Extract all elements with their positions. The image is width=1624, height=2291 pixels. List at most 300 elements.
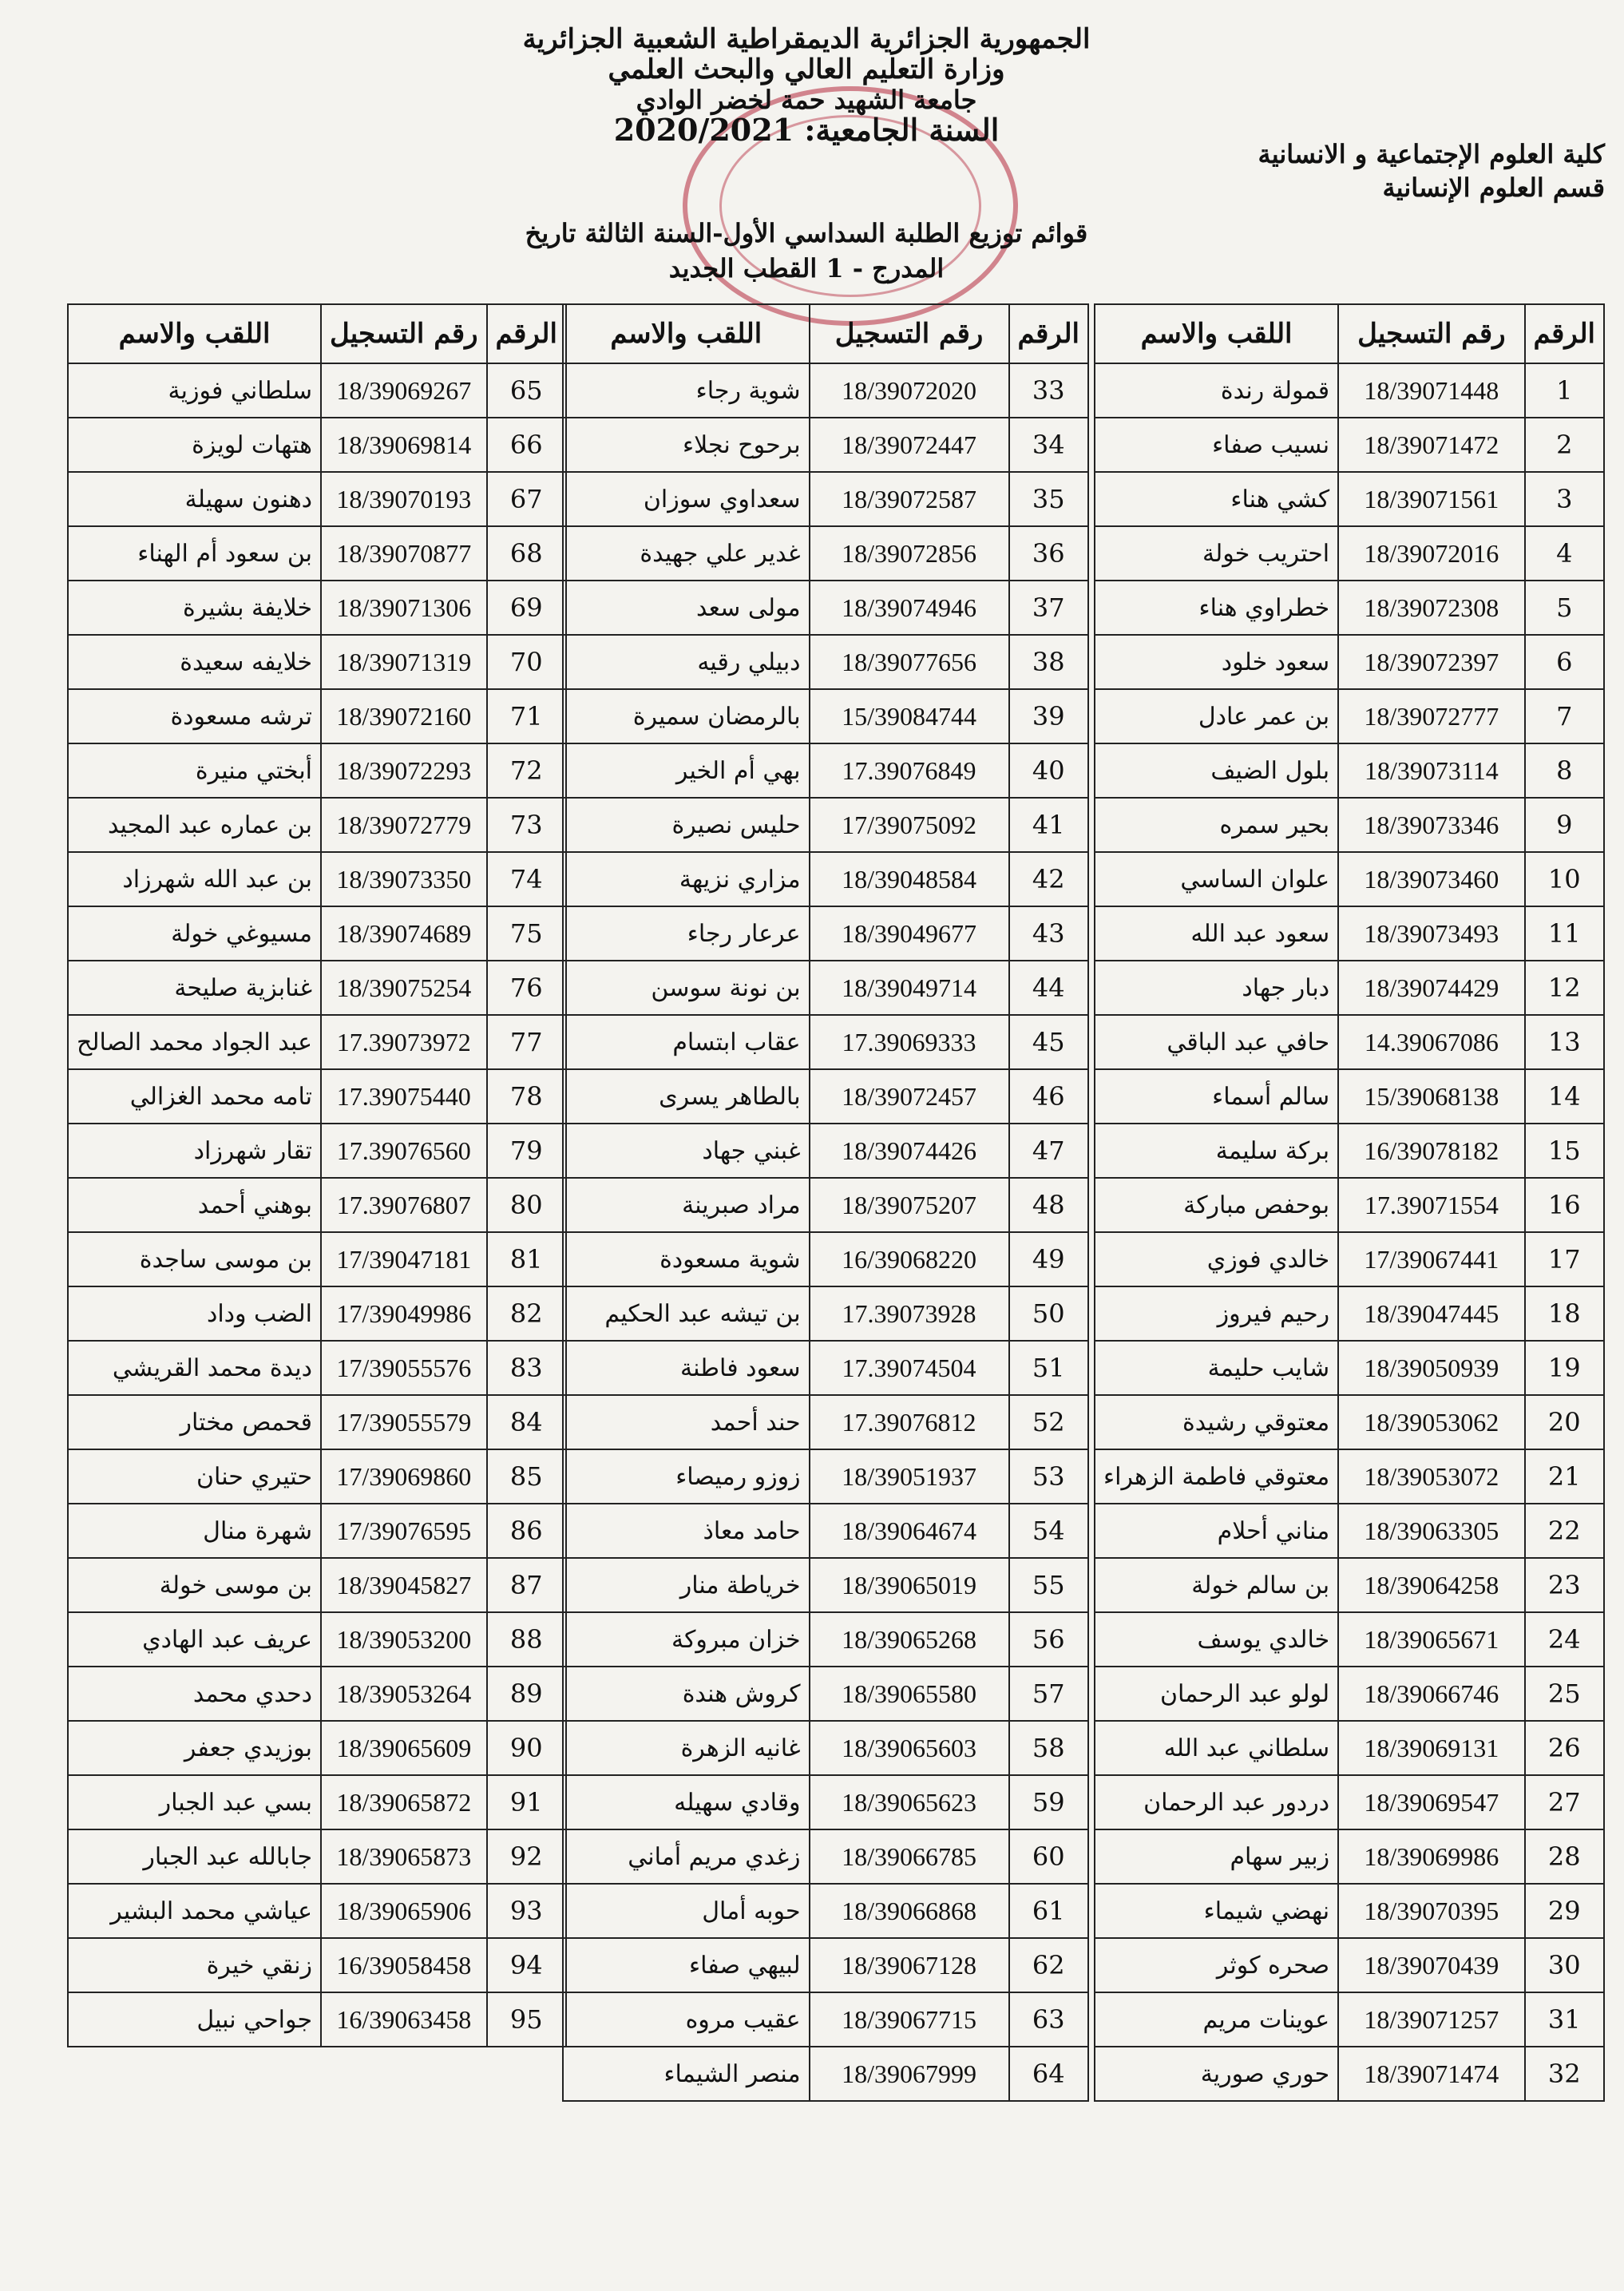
student-name: غنابزية صليحة: [68, 961, 321, 1015]
student-name: معتوقي رشيدة: [1095, 1395, 1338, 1449]
registration-number: 18/39072308: [1338, 581, 1524, 635]
row-number: 17: [1525, 1232, 1604, 1286]
table-row: [563, 1775, 1088, 1829]
student-name: زبير سهام: [1095, 1829, 1338, 1884]
row-number: 44: [1009, 961, 1088, 1015]
table-row: [1095, 418, 1604, 472]
registration-number: 18/39066785: [810, 1829, 1009, 1884]
table-row: [68, 1884, 566, 1938]
registration-number: 18/39072160: [321, 689, 487, 743]
row-number: 59: [1009, 1775, 1088, 1829]
registration-number: 14.39067086: [1338, 1015, 1524, 1069]
student-name: مراد صبرينة: [563, 1178, 810, 1232]
column-name: اللقب والاسم: [1095, 304, 1338, 363]
row-number: 79: [487, 1124, 566, 1178]
registration-number: 18/39074429: [1338, 961, 1524, 1015]
table-header-row: [563, 304, 1088, 363]
table-row: [563, 1341, 1088, 1395]
row-number: 93: [487, 1884, 566, 1938]
student-name: زنقي خيرة: [68, 1938, 321, 1992]
student-name: بركة سليمة: [1095, 1124, 1338, 1178]
row-number: 32: [1525, 2047, 1604, 2101]
student-name: ترشه مسعودة: [68, 689, 321, 743]
table-row: [1095, 1069, 1604, 1124]
row-number: 63: [1009, 1992, 1088, 2047]
table-row: [563, 1069, 1088, 1124]
registration-number: 18/39073493: [1338, 906, 1524, 961]
column-registration: رقم التسجيل: [321, 304, 487, 363]
student-name: غانيه الزهرة: [563, 1721, 810, 1775]
row-number: 92: [487, 1829, 566, 1884]
table-row: [68, 1612, 566, 1667]
registration-number: 17/39047181: [321, 1232, 487, 1286]
row-number: 56: [1009, 1612, 1088, 1667]
row-number: 11: [1525, 906, 1604, 961]
registration-number: 18/39064258: [1338, 1558, 1524, 1612]
table-row: [68, 1069, 566, 1124]
registration-number: 18/39071448: [1338, 363, 1524, 418]
republic-title: الجمهورية الجزائرية الديمقراطية الشعبية الجزائرية: [522, 23, 1091, 55]
row-number: 25: [1525, 1667, 1604, 1721]
student-name: عياشي محمد البشير: [68, 1884, 321, 1938]
student-name: وقادي سهيله: [563, 1775, 810, 1829]
table-row: [563, 1395, 1088, 1449]
registration-number: 18/39067715: [810, 1992, 1009, 2047]
registration-number: 18/39066746: [1338, 1667, 1524, 1721]
registration-number: 18/39071472: [1338, 418, 1524, 472]
table-row: [563, 852, 1088, 906]
column-number: الرقم: [1525, 304, 1604, 363]
table-row: [68, 1449, 566, 1504]
registration-number: 18/39065872: [321, 1775, 487, 1829]
row-number: 9: [1525, 798, 1604, 852]
registration-number: 18/39072016: [1338, 526, 1524, 581]
row-number: 74: [487, 852, 566, 906]
registration-number: 17.39076807: [321, 1178, 487, 1232]
university-name: جامعة الشهيد حمة لخضر الوادي: [636, 85, 977, 115]
registration-number: 18/39053062: [1338, 1395, 1524, 1449]
registration-number: 18/39072020: [810, 363, 1009, 418]
table-row: [68, 1504, 566, 1558]
row-number: 68: [487, 526, 566, 581]
registration-number: 17/39067441: [1338, 1232, 1524, 1286]
registration-number: 17.39069333: [810, 1015, 1009, 1069]
registration-number: 17.39073972: [321, 1015, 487, 1069]
row-number: 10: [1525, 852, 1604, 906]
registration-number: 18/39067128: [810, 1938, 1009, 1992]
student-name: أبختي منيرة: [68, 743, 321, 798]
student-name: بن سعود أم الهناء: [68, 526, 321, 581]
table-row: [68, 1178, 566, 1232]
student-name: حليس نصيرة: [563, 798, 810, 852]
table-row: [563, 526, 1088, 581]
row-number: 80: [487, 1178, 566, 1232]
student-name: قحمص مختار: [68, 1395, 321, 1449]
table-row: [68, 906, 566, 961]
registration-number: 18/39051937: [810, 1449, 1009, 1504]
students-table-1: [1094, 303, 1605, 2102]
student-name: شوية رجاء: [563, 363, 810, 418]
registration-number: 18/39072293: [321, 743, 487, 798]
registration-number: 18/39069547: [1338, 1775, 1524, 1829]
table-header-row: [68, 304, 566, 363]
table-row: [563, 1721, 1088, 1775]
column-name: اللقب والاسم: [68, 304, 321, 363]
student-name: بحير سمره: [1095, 798, 1338, 852]
student-name: غدير علي جهيدة: [563, 526, 810, 581]
registration-number: 18/39066868: [810, 1884, 1009, 1938]
registration-number: 18/39074689: [321, 906, 487, 961]
table-row: [563, 418, 1088, 472]
table-row: [563, 1178, 1088, 1232]
table-row: [563, 2047, 1088, 2101]
row-number: 64: [1009, 2047, 1088, 2101]
row-number: 16: [1525, 1178, 1604, 1232]
row-number: 33: [1009, 363, 1088, 418]
student-name: سلطاني فوزية: [68, 363, 321, 418]
table-row: [563, 635, 1088, 689]
registration-number: 18/39049714: [810, 961, 1009, 1015]
row-number: 6: [1525, 635, 1604, 689]
table-row: [68, 1124, 566, 1178]
registration-number: 16/39078182: [1338, 1124, 1524, 1178]
registration-number: 18/39063305: [1338, 1504, 1524, 1558]
registration-number: 18/39065623: [810, 1775, 1009, 1829]
row-number: 2: [1525, 418, 1604, 472]
registration-number: 17.39075440: [321, 1069, 487, 1124]
student-name: احتريب خولة: [1095, 526, 1338, 581]
table-row: [1095, 743, 1604, 798]
student-name: خالدي فوزي: [1095, 1232, 1338, 1286]
table-row: [1095, 1504, 1604, 1558]
row-number: 67: [487, 472, 566, 526]
student-name: عوينات مريم: [1095, 1992, 1338, 2047]
table-row: [563, 1232, 1088, 1286]
registration-number: 18/39065873: [321, 1829, 487, 1884]
student-name: بن عبد الله شهرزاد: [68, 852, 321, 906]
registration-number: 18/39067999: [810, 2047, 1009, 2101]
table-row: [563, 472, 1088, 526]
table-row: [68, 418, 566, 472]
table-row: [1095, 526, 1604, 581]
registration-number: 18/39073350: [321, 852, 487, 906]
table-row: [1095, 689, 1604, 743]
academic-year: 2020/2021: [613, 112, 794, 148]
registration-number: 18/39069986: [1338, 1829, 1524, 1884]
table-row: [563, 689, 1088, 743]
row-number: 82: [487, 1286, 566, 1341]
row-number: 87: [487, 1558, 566, 1612]
department-name: قسم العلوم الإنسانية: [1382, 172, 1605, 203]
table-row: [563, 1938, 1088, 1992]
student-name: خرياطة منار: [563, 1558, 810, 1612]
registration-number: 17/39069860: [321, 1449, 487, 1504]
table-row: [563, 906, 1088, 961]
student-name: شهرة منال: [68, 1504, 321, 1558]
table-row: [563, 961, 1088, 1015]
row-number: 57: [1009, 1667, 1088, 1721]
table-row: [1095, 961, 1604, 1015]
row-number: 55: [1009, 1558, 1088, 1612]
student-name: زوزو رميصاء: [563, 1449, 810, 1504]
student-name: ديدة محمد القريشي: [68, 1341, 321, 1395]
student-name: دبار جهاد: [1095, 961, 1338, 1015]
registration-number: 18/39065268: [810, 1612, 1009, 1667]
registration-number: 17.39073928: [810, 1286, 1009, 1341]
registration-number: 18/39053264: [321, 1667, 487, 1721]
academic-year-label: السنة الجامعية:: [804, 112, 1000, 148]
student-name: شوية مسعودة: [563, 1232, 810, 1286]
student-name: نهضي شيماء: [1095, 1884, 1338, 1938]
table-row: [563, 1504, 1088, 1558]
row-number: 35: [1009, 472, 1088, 526]
table-row: [563, 1829, 1088, 1884]
registration-number: 18/39048584: [810, 852, 1009, 906]
registration-number: 18/39065603: [810, 1721, 1009, 1775]
table-row: [1095, 1449, 1604, 1504]
registration-number: 18/39065906: [321, 1884, 487, 1938]
registration-number: 15/39068138: [1338, 1069, 1524, 1124]
row-number: 86: [487, 1504, 566, 1558]
row-number: 29: [1525, 1884, 1604, 1938]
column-name: اللقب والاسم: [563, 304, 810, 363]
row-number: 91: [487, 1775, 566, 1829]
table-row: [1095, 1341, 1604, 1395]
row-number: 51: [1009, 1341, 1088, 1395]
row-number: 3: [1525, 472, 1604, 526]
student-name: مزاري نزيهة: [563, 852, 810, 906]
students-table-3: [67, 303, 567, 2047]
table-row: [68, 1992, 566, 2047]
row-number: 45: [1009, 1015, 1088, 1069]
table-row: [68, 1015, 566, 1069]
student-name: غبني جهاد: [563, 1124, 810, 1178]
ministry-title: وزارة التعليم العالي والبحث العلمي: [608, 54, 1005, 85]
table-row: [563, 581, 1088, 635]
student-name: بن عماره عبد المجيد: [68, 798, 321, 852]
student-name: دبيلي رقيه: [563, 635, 810, 689]
registration-number: 18/39070439: [1338, 1938, 1524, 1992]
registration-number: 18/39072457: [810, 1069, 1009, 1124]
row-number: 62: [1009, 1938, 1088, 1992]
registration-number: 18/39070395: [1338, 1884, 1524, 1938]
student-name: دردور عبد الرحمان: [1095, 1775, 1338, 1829]
table-row: [563, 1286, 1088, 1341]
table-row: [1095, 1232, 1604, 1286]
row-number: 23: [1525, 1558, 1604, 1612]
student-name: بالرمضان سميرة: [563, 689, 810, 743]
table-row: [1095, 1612, 1604, 1667]
student-name: بن موسى ساجدة: [68, 1232, 321, 1286]
row-number: 53: [1009, 1449, 1088, 1504]
row-number: 1: [1525, 363, 1604, 418]
row-number: 58: [1009, 1721, 1088, 1775]
registration-number: 18/39065671: [1338, 1612, 1524, 1667]
student-name: خزان مبروكة: [563, 1612, 810, 1667]
row-number: 70: [487, 635, 566, 689]
row-number: 30: [1525, 1938, 1604, 1992]
student-name: دهنون سهيلة: [68, 472, 321, 526]
table-row: [1095, 1829, 1604, 1884]
student-name: عقاب ابتسام: [563, 1015, 810, 1069]
faculty-name: كلية العلوم الإجتماعية و الانسانية: [1258, 139, 1605, 169]
registration-number: 18/39065019: [810, 1558, 1009, 1612]
registration-number: 16/39068220: [810, 1232, 1009, 1286]
student-name: الضب وداد: [68, 1286, 321, 1341]
table-row: [1095, 1992, 1604, 2047]
row-number: 28: [1525, 1829, 1604, 1884]
student-name: حتيري حنان: [68, 1449, 321, 1504]
table-row: [68, 635, 566, 689]
row-number: 5: [1525, 581, 1604, 635]
student-name: بسي عبد الجبار: [68, 1775, 321, 1829]
table-row: [68, 526, 566, 581]
table-row: [563, 1015, 1088, 1069]
registration-number: 18/39069131: [1338, 1721, 1524, 1775]
registration-number: 18/39073114: [1338, 743, 1524, 798]
table-row: [68, 1829, 566, 1884]
table-row: [1095, 798, 1604, 852]
registration-number: 16/39058458: [321, 1938, 487, 1992]
student-name: بن سالم خولة: [1095, 1558, 1338, 1612]
table-row: [563, 1612, 1088, 1667]
registration-number: 18/39071474: [1338, 2047, 1524, 2101]
row-number: 36: [1009, 526, 1088, 581]
table-row: [68, 581, 566, 635]
registration-number: 17/39055576: [321, 1341, 487, 1395]
column-number: الرقم: [487, 304, 566, 363]
student-name: عرعار رجاء: [563, 906, 810, 961]
student-name: سالم أسماء: [1095, 1069, 1338, 1124]
student-name: بوهني أحمد: [68, 1178, 321, 1232]
registration-number: 18/39074946: [810, 581, 1009, 635]
student-name: لبيهي صفاء: [563, 1938, 810, 1992]
registration-number: 18/39071319: [321, 635, 487, 689]
registration-number: 17/39049986: [321, 1286, 487, 1341]
student-name: كروش هندة: [563, 1667, 810, 1721]
row-number: 78: [487, 1069, 566, 1124]
document-header: [447, 23, 1166, 148]
row-number: 88: [487, 1612, 566, 1667]
student-name: بالطاهر يسرى: [563, 1069, 810, 1124]
table-row: [68, 1558, 566, 1612]
academic-year-line: [447, 112, 1166, 148]
registration-number: 18/39069267: [321, 363, 487, 418]
row-number: 90: [487, 1721, 566, 1775]
row-number: 39: [1009, 689, 1088, 743]
row-number: 8: [1525, 743, 1604, 798]
table-row: [1095, 1938, 1604, 1992]
row-number: 49: [1009, 1232, 1088, 1286]
row-number: 31: [1525, 1992, 1604, 2047]
student-name: لولو عبد الرحمان: [1095, 1667, 1338, 1721]
table-row: [68, 1938, 566, 1992]
table-row: [68, 852, 566, 906]
row-number: 61: [1009, 1884, 1088, 1938]
student-name: مسيوغي خولة: [68, 906, 321, 961]
table-row: [68, 1721, 566, 1775]
row-number: 14: [1525, 1069, 1604, 1124]
table-row: [563, 798, 1088, 852]
row-number: 60: [1009, 1829, 1088, 1884]
student-name: مناني أحلام: [1095, 1504, 1338, 1558]
registration-number: 17/39076595: [321, 1504, 487, 1558]
student-name: خلايفة بشيرة: [68, 581, 321, 635]
table-row: [68, 961, 566, 1015]
row-number: 76: [487, 961, 566, 1015]
student-name: تقار شهرزاد: [68, 1124, 321, 1178]
table-row: [68, 1395, 566, 1449]
student-name: سعود فاطنة: [563, 1341, 810, 1395]
table-row: [563, 1124, 1088, 1178]
student-name: بن موسى خولة: [68, 1558, 321, 1612]
table-row: [1095, 852, 1604, 906]
registration-number: 18/39072397: [1338, 635, 1524, 689]
student-name: بلول الضيف: [1095, 743, 1338, 798]
row-number: 38: [1009, 635, 1088, 689]
table-row: [563, 1992, 1088, 2047]
student-name: زغدي مريم أماني: [563, 1829, 810, 1884]
table-row: [68, 1286, 566, 1341]
registration-number: 18/39049677: [810, 906, 1009, 961]
table-row: [1095, 1124, 1604, 1178]
row-number: 85: [487, 1449, 566, 1504]
student-name: هتهات لويزة: [68, 418, 321, 472]
table-row: [68, 798, 566, 852]
registration-number: 17.39076560: [321, 1124, 487, 1178]
registration-number: 18/39071561: [1338, 472, 1524, 526]
row-number: 84: [487, 1395, 566, 1449]
student-name: خلايفه سعيدة: [68, 635, 321, 689]
row-number: 18: [1525, 1286, 1604, 1341]
row-number: 77: [487, 1015, 566, 1069]
table-row: [563, 1449, 1088, 1504]
table-row: [1095, 472, 1604, 526]
student-name: قمولة رندة: [1095, 363, 1338, 418]
row-number: 4: [1525, 526, 1604, 581]
row-number: 26: [1525, 1721, 1604, 1775]
row-number: 66: [487, 418, 566, 472]
student-name: مولى سعد: [563, 581, 810, 635]
row-number: 21: [1525, 1449, 1604, 1504]
table-row: [1095, 1721, 1604, 1775]
table-row: [1095, 1775, 1604, 1829]
table-row: [68, 1232, 566, 1286]
table-row: [1095, 2047, 1604, 2101]
students-table-2: [562, 303, 1089, 2102]
column-number: الرقم: [1009, 304, 1088, 363]
registration-number: 18/39065580: [810, 1667, 1009, 1721]
student-name: علوان الساسي: [1095, 852, 1338, 906]
row-number: 94: [487, 1938, 566, 1992]
registration-number: 18/39075207: [810, 1178, 1009, 1232]
registration-number: 17/39055579: [321, 1395, 487, 1449]
student-name: سعود خلود: [1095, 635, 1338, 689]
row-number: 81: [487, 1232, 566, 1286]
row-number: 89: [487, 1667, 566, 1721]
registration-number: 18/39047445: [1338, 1286, 1524, 1341]
student-name: سلطاني عبد الله: [1095, 1721, 1338, 1775]
row-number: 13: [1525, 1015, 1604, 1069]
faculty-block: [1190, 137, 1605, 204]
student-name: بن نونة سوسن: [563, 961, 810, 1015]
registration-number: 18/39065609: [321, 1721, 487, 1775]
table-row: [1095, 1884, 1604, 1938]
row-number: 42: [1009, 852, 1088, 906]
row-number: 52: [1009, 1395, 1088, 1449]
row-number: 83: [487, 1341, 566, 1395]
registration-number: 18/39077656: [810, 635, 1009, 689]
